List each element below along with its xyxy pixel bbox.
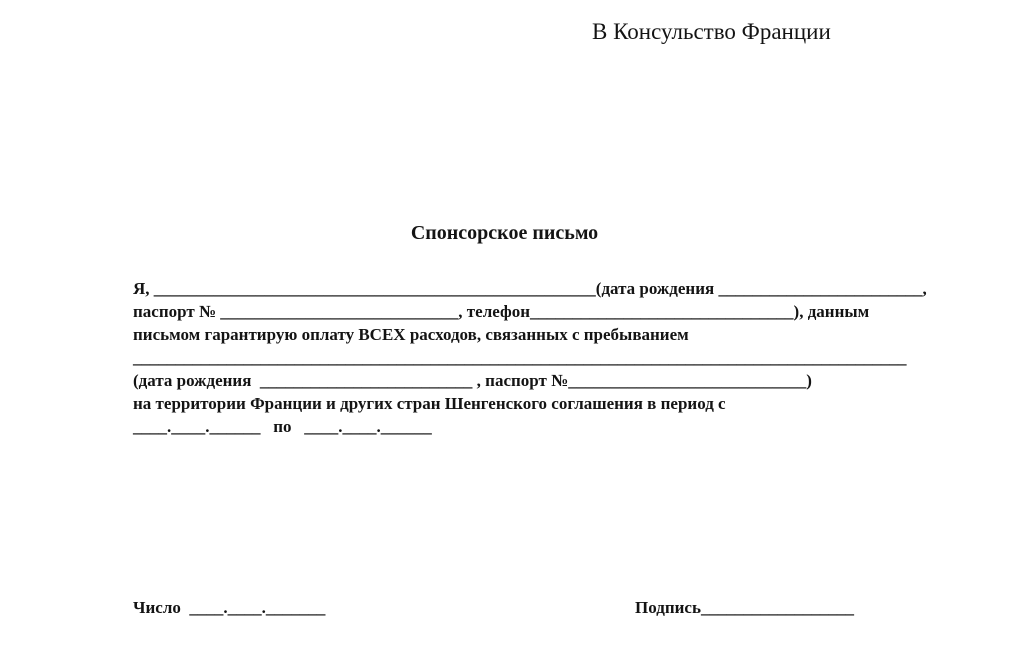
document-body <box>133 277 965 438</box>
body-line-territory-text: на территории Франции и других стран Шенгенского соглашения в период с <box>133 394 726 413</box>
body-line-guarantee-text: письмом гарантирую оплату ВСЕХ расходов, связанных с пребыванием <box>133 325 689 344</box>
body-line-beneficiary-name-blank: ___________________________________________________________________________________________ <box>133 348 907 367</box>
body-line-period-dates: ____.____.______ по ____.____.______ <box>133 417 432 436</box>
body-line-sponsor-name: Я, ____________________________________________________(дата рождения ________________________, <box>133 279 927 298</box>
document-title: Спонсорское письмо <box>410 222 599 244</box>
recipient-line: В Консульство Франции <box>592 19 831 44</box>
date-field: Число ____.____._______ <box>133 598 326 617</box>
footer-row <box>133 598 965 622</box>
signature-field: Подпись__________________ <box>635 598 854 617</box>
body-line-beneficiary-passport: (дата рождения _________________________ , паспорт №____________________________) <box>133 371 812 390</box>
body-line-sponsor-passport-phone: паспорт № ____________________________, телефон_______________________________), данным <box>133 302 870 321</box>
